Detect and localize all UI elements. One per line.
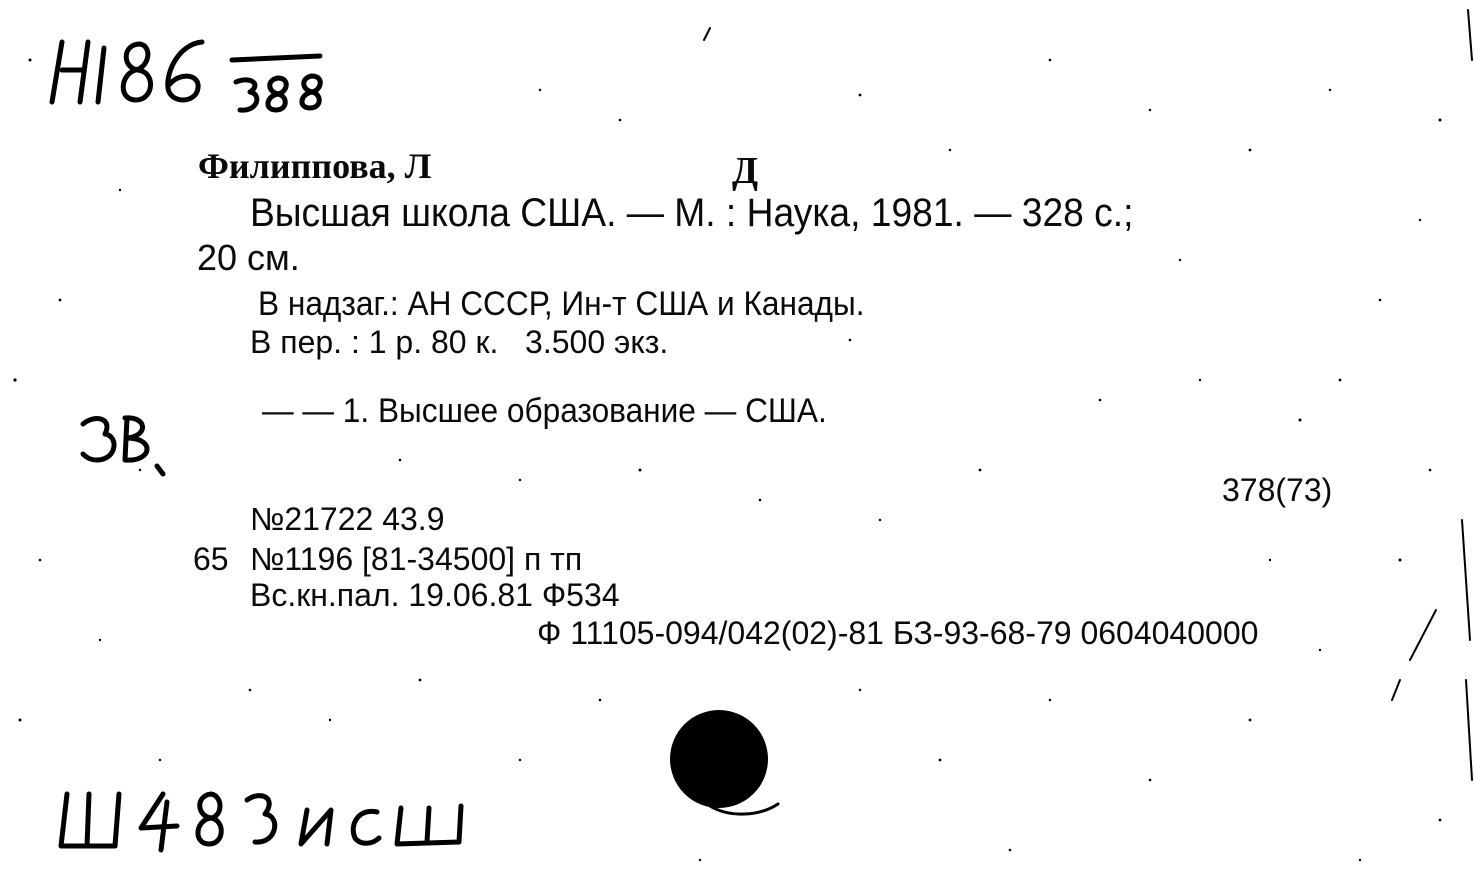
title-line-1: Высшая школа США. — М. : Наука, 1981. — 328 с.;: [250, 191, 1134, 235]
subject-heading: — — 1. Высшее образование — США.: [262, 392, 827, 430]
author: Филиппова, Л: [198, 146, 432, 186]
note-line-2: В пер. : 1 р. 80 к. 3.500 экз.: [250, 324, 669, 360]
record-line-4: Ф 11105-094/042(02)-81 БЗ-93-68-79 0604040000: [537, 615, 1259, 651]
handwritten-code: [75, 410, 185, 480]
udc-index: 378(73): [1222, 472, 1333, 508]
author-initial: Д: [732, 150, 759, 192]
record-line-3: Вс.кн.пал. 19.06.81 Ф534: [250, 577, 620, 613]
record-line-2: №1196 [81-34500] п тп: [250, 541, 583, 577]
handwritten-inventory: [55, 780, 475, 860]
record-line-1: №21722 43.9: [250, 501, 445, 537]
note-line-1: В надзаг.: АН СССР, Ин-т США и Канады.: [258, 285, 865, 323]
record-line-2-prefix: 65: [193, 541, 229, 577]
punch-hole-edge: [700, 780, 790, 820]
handwritten-call-number: [40, 30, 340, 130]
title-line-2: 20 см.: [197, 237, 300, 278]
